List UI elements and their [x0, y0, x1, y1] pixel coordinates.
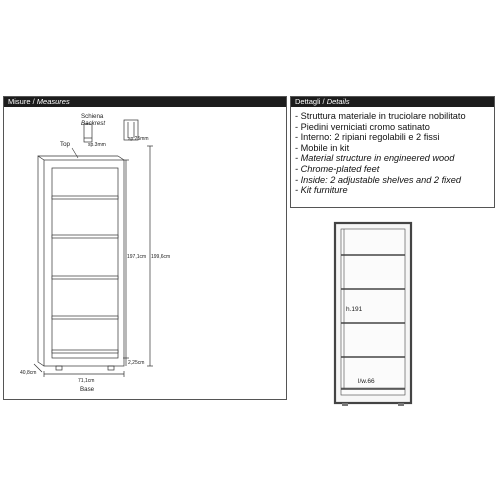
label-thickness-1: sp.3mm [88, 142, 106, 148]
label-width: 71,1cm [78, 378, 95, 384]
label-thickness-2: sp.25mm [128, 136, 149, 142]
details-item: - Piedini verniciati cromo satinato [295, 121, 430, 132]
photo-height-label: h.191 [346, 306, 363, 313]
details-item: - Interno: 2 ripiani regolabili e 2 fissi [295, 132, 440, 143]
details-item: - Kit furniture [295, 185, 348, 196]
details-header: Dettagli / Details [291, 97, 494, 107]
details-title-en: Details [326, 97, 350, 106]
details-item: - Mobile in kit [295, 142, 350, 153]
details-item: - Struttura materiale in truciolare nobilitato [295, 111, 466, 121]
label-depth: 40,8cm [20, 370, 37, 376]
measures-title-it: Misure [8, 97, 31, 106]
details-item: - Inside: 2 adjustable shelves and 2 fixed [295, 174, 461, 185]
label-height-total: 199,6cm [151, 254, 171, 260]
label-plinth: 2,25cm [128, 360, 145, 366]
label-top: Top [60, 141, 70, 148]
measures-title-en: Measures [36, 97, 70, 106]
measures-header: Misure / Measures [4, 97, 286, 107]
label-schiena: Schiena [81, 113, 104, 120]
details-item: - Chrome-plated feet [295, 163, 380, 174]
label-base: Base [80, 386, 95, 393]
photo-width-label: l/w.66 [358, 378, 375, 385]
label-height-inner: 197,1cm [127, 254, 147, 260]
details-item: - Material structure in engineered wood [295, 153, 455, 164]
label-backrest: Backrest [81, 120, 106, 127]
details-title-it: Dettagli [295, 97, 321, 106]
